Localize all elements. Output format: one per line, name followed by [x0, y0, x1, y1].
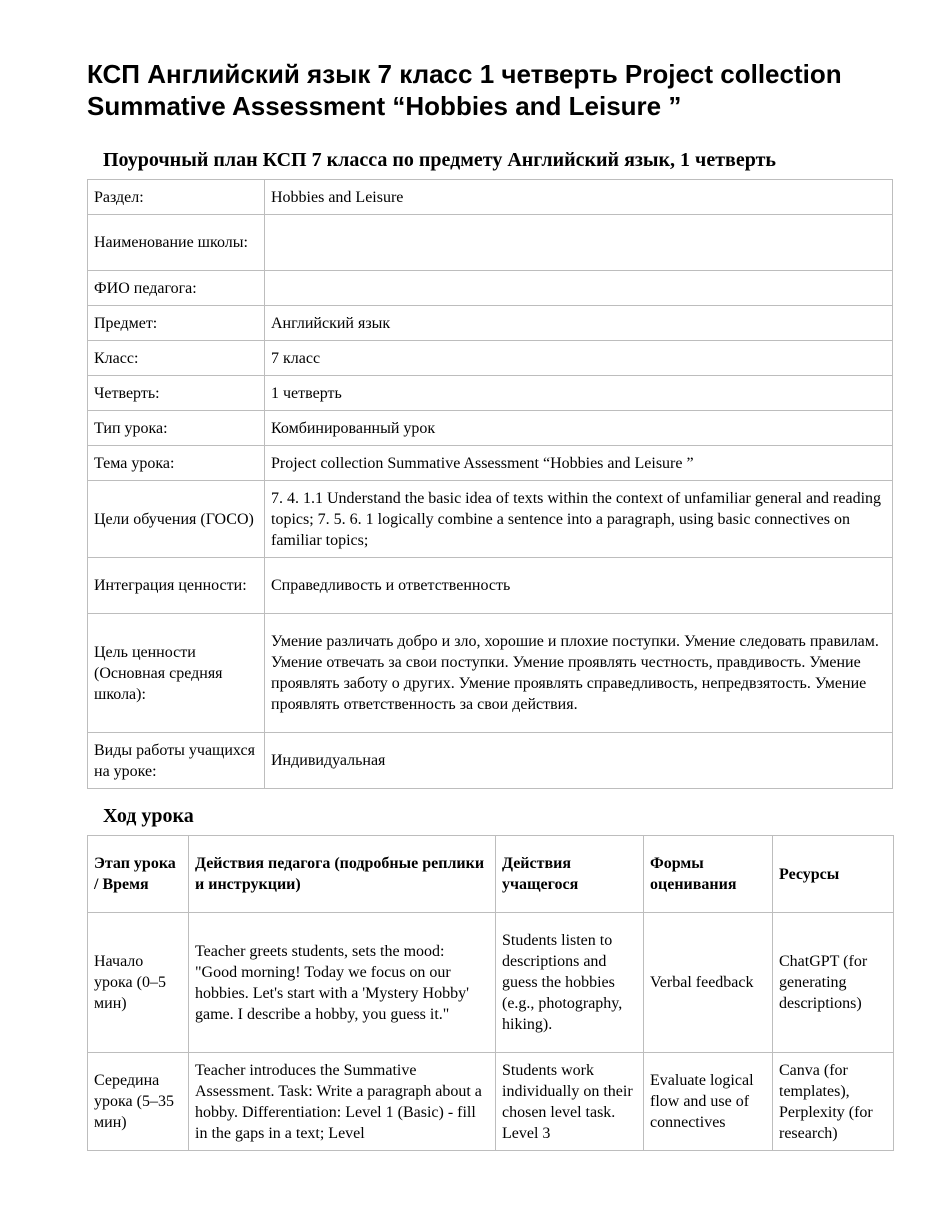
student-cell: Students listen to descriptions and guess the hobbies (e.g., photography, hiking).	[496, 913, 644, 1053]
info-key: Наименование школы:	[88, 215, 265, 271]
info-key: Виды работы учащихся на уроке:	[88, 733, 265, 789]
info-value	[265, 215, 893, 271]
page-title: КСП Английский язык 7 класс 1 четверть Project collection Summative Assessment “Hobbies and Leisure ”	[87, 59, 842, 121]
column-header-stage: Этап урока / Время	[88, 836, 189, 913]
stage-cell: Начало урока (0–5 мин)	[88, 913, 189, 1053]
info-key: Цели обучения (ГОСО)	[88, 481, 265, 558]
info-value: Справедливость и ответственность	[265, 558, 893, 614]
student-cell: Students work individually on their chosen level task. Level 3	[496, 1053, 644, 1151]
resources-cell: Canva (for templates), Perplexity (for research)	[773, 1053, 894, 1151]
info-value: 1 четверть	[265, 376, 893, 411]
table-row	[88, 180, 893, 215]
table-row	[88, 306, 893, 341]
teacher-cell: Teacher greets students, sets the mood: "Good morning! Today we focus on our hobbies. Let's start with a 'Mystery Hobby' game. I describe a hobby, you guess it."	[189, 913, 496, 1053]
info-key: Цель ценности (Основная средняя школа):	[88, 614, 265, 733]
info-value: Hobbies and Leisure	[265, 180, 893, 215]
info-value: 7. 4. 1.1 Understand the basic idea of texts within the context of unfamiliar general and reading topics; 7. 5. 6. 1 logically combine a sentence into a paragraph, using basic connectives on familiar topics;	[265, 481, 893, 558]
table-row	[88, 446, 893, 481]
info-value	[265, 271, 893, 306]
assessment-cell: Verbal feedback	[644, 913, 773, 1053]
table-row	[88, 376, 893, 411]
column-header-assessment: Формы оценивания	[644, 836, 773, 913]
info-value: Комбинированный урок	[265, 411, 893, 446]
info-key: Четверть:	[88, 376, 265, 411]
table-row	[88, 913, 894, 1053]
info-key: Тип урока:	[88, 411, 265, 446]
teacher-cell: Teacher introduces the Summative Assessment. Task: Write a paragraph about a hobby. Differentiation: Level 1 (Basic) - fill in the gaps in a text; Level	[189, 1053, 496, 1151]
info-value: Умение различать добро и зло, хорошие и плохие поступки. Умение следовать правилам. Умение отвечать за свои поступки. Умение проявлять честность, правдивость. Умение проявлять заботу о других. Умение проявлять справедливость, непредвзятость. Умение проявлять ответственность за свои действия.	[265, 614, 893, 733]
table-row	[88, 558, 893, 614]
table-row	[88, 733, 893, 789]
resources-cell: ChatGPT (for generating descriptions)	[773, 913, 894, 1053]
column-header-teacher: Действия педагога (подробные реплики и инструкции)	[189, 836, 496, 913]
table-row	[88, 614, 893, 733]
table-row	[88, 215, 893, 271]
column-header-resources: Ресурсы	[773, 836, 894, 913]
table-row	[88, 481, 893, 558]
table-row	[88, 411, 893, 446]
plan-heading: Поурочный план КСП 7 класса по предмету Английский язык, 1 четверть	[103, 149, 776, 171]
info-value: 7 класс	[265, 341, 893, 376]
info-value: Индивидуальная	[265, 733, 893, 789]
info-value: Английский язык	[265, 306, 893, 341]
info-key: Тема урока:	[88, 446, 265, 481]
assessment-cell: Evaluate logical flow and use of connectives	[644, 1053, 773, 1151]
column-header-student: Действия учащегося	[496, 836, 644, 913]
info-key: ФИО педагога:	[88, 271, 265, 306]
lesson-flow-table	[87, 835, 894, 1151]
stage-cell: Середина урока (5–35 мин)	[88, 1053, 189, 1151]
table-row	[88, 271, 893, 306]
info-key: Раздел:	[88, 180, 265, 215]
info-key: Интеграция ценности:	[88, 558, 265, 614]
info-value: Project collection Summative Assessment “Hobbies and Leisure ”	[265, 446, 893, 481]
table-header-row	[88, 836, 894, 913]
info-key: Класс:	[88, 341, 265, 376]
course-heading: Ход урока	[103, 805, 194, 827]
table-row	[88, 341, 893, 376]
lesson-info-table	[87, 179, 893, 789]
info-key: Предмет:	[88, 306, 265, 341]
table-row	[88, 1053, 894, 1151]
